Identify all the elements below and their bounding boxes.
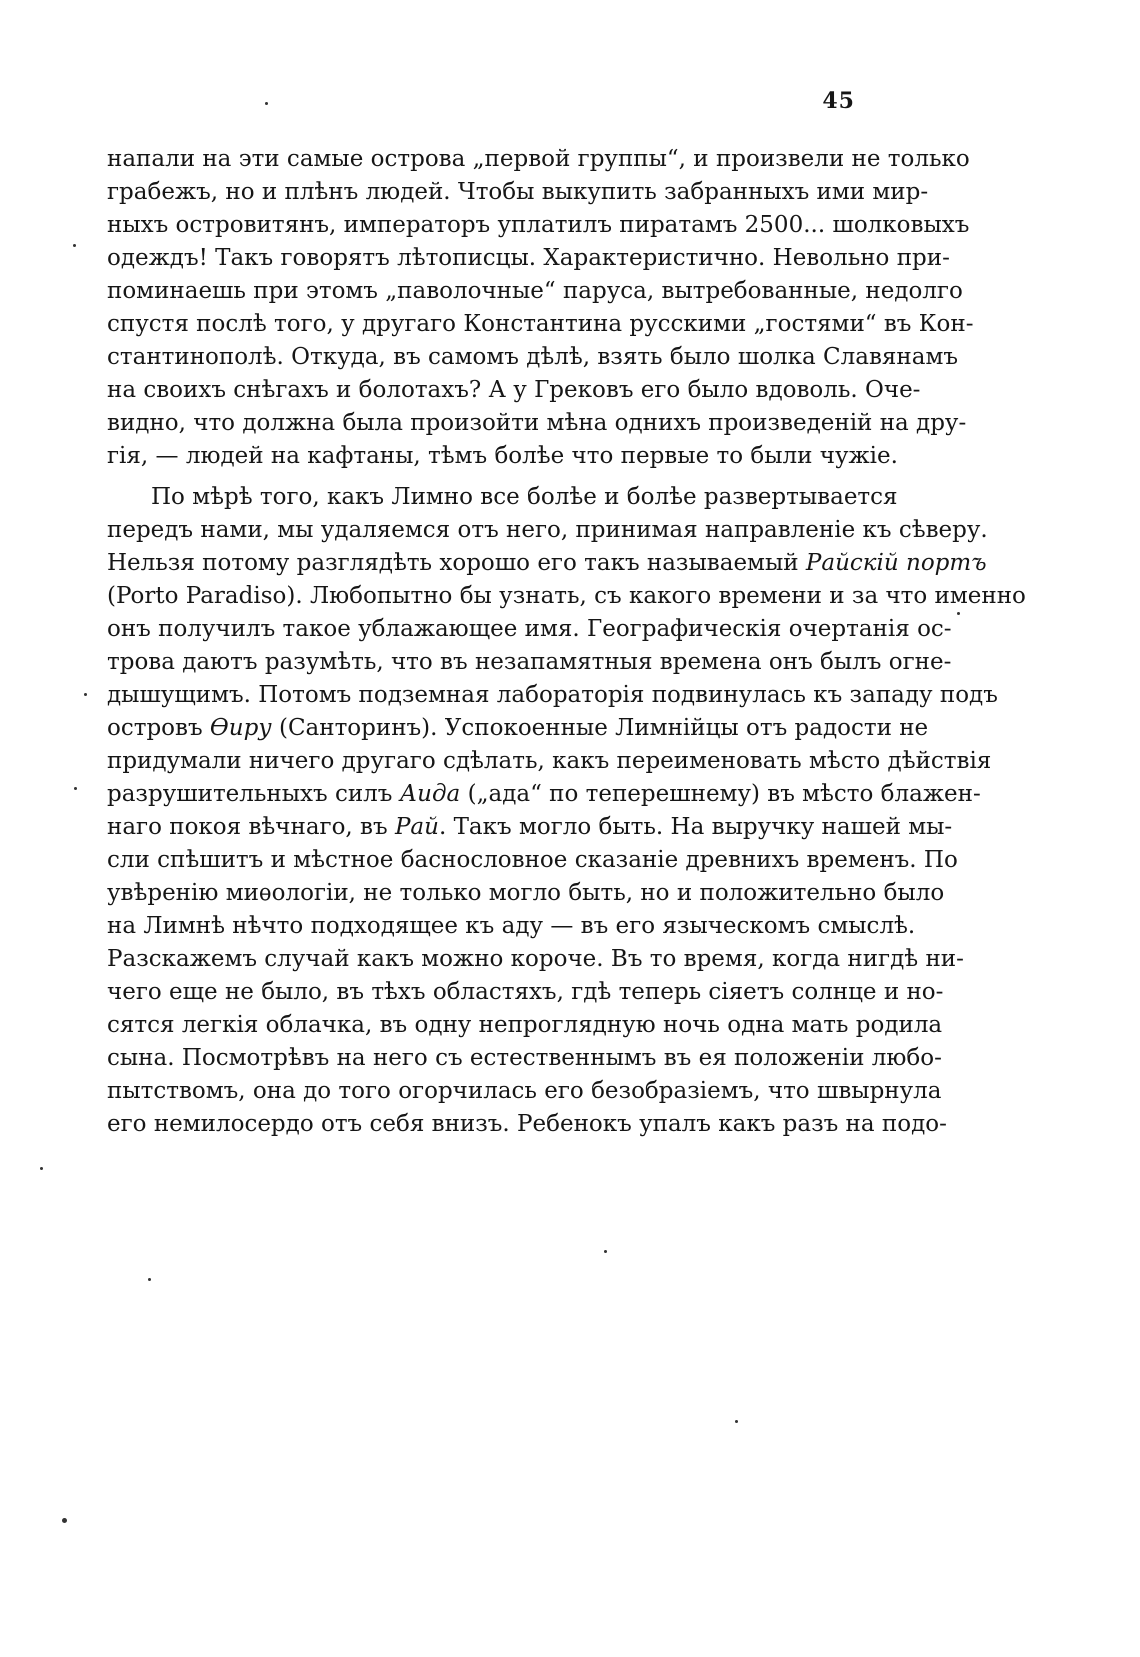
text-line bbox=[107, 712, 929, 745]
scan-speck bbox=[62, 1518, 67, 1523]
text-line: Разскажемъ случай какъ можно короче. Въ то время, когда нигдѣ ни- bbox=[107, 946, 964, 972]
text-fragment: (Санторинъ). Успокоенные Лимнійцы отъ радости не bbox=[278, 715, 929, 741]
text-line: пытствомъ, она до того огорчилась его безобразіемъ, что швырнула bbox=[107, 1078, 942, 1104]
scan-speck bbox=[957, 612, 960, 615]
text-line bbox=[107, 547, 987, 580]
text-line: трова даютъ разумѣть, что въ незапамятныя времена онъ былъ огне- bbox=[107, 649, 952, 675]
italic-term: Аида bbox=[399, 781, 461, 807]
scan-speck bbox=[735, 1420, 738, 1423]
page-number: 45 bbox=[822, 88, 855, 114]
text-line: его немилосердо отъ себя внизъ. Ребенокъ упалъ какъ разъ на подо- bbox=[107, 1111, 947, 1137]
text-line: передъ нами, мы удаляемся отъ него, принимая направленіе къ сѣверу. bbox=[107, 517, 988, 543]
text-fragment: („ада“ по теперешнему) въ мѣсто блажен- bbox=[467, 781, 981, 807]
scan-speck bbox=[40, 1167, 43, 1170]
text-line: сына. Посмотрѣвъ на него съ естественнымъ въ ея положеніи любо- bbox=[107, 1045, 942, 1071]
body-text bbox=[107, 143, 1026, 1141]
text-fragment: Нельзя потому разглядѣть хорошо его такъ называемый bbox=[107, 550, 799, 576]
text-line: ныхъ островитянъ, императоръ уплатилъ пиратамъ 2500... шолковыхъ bbox=[107, 212, 970, 238]
text-line: сятся легкія облачка, въ одну непроглядную ночь одна мать родила bbox=[107, 1012, 943, 1038]
text-line: По мѣрѣ того, какъ Лимно все болѣе и болѣе развертывается bbox=[151, 484, 898, 510]
text-line: напали на эти самые острова „первой группы“, и произвели не только bbox=[107, 146, 970, 172]
text-line: дышущимъ. Потомъ подземная лабораторія подвинулась къ западу подъ bbox=[107, 682, 998, 708]
scan-speck bbox=[74, 787, 77, 790]
italic-term: Рай bbox=[394, 814, 439, 840]
text-line: придумали ничего другаго сдѣлать, какъ переименовать мѣсто дѣйствія bbox=[107, 748, 992, 774]
scan-speck bbox=[73, 244, 76, 247]
text-fragment: . Такъ могло быть. На выручку нашей мы- bbox=[438, 814, 953, 840]
italic-term: Райскій портъ bbox=[805, 550, 987, 576]
text-line: онъ получилъ такое ублажающее имя. Географическія очертанія ос- bbox=[107, 616, 952, 642]
text-line: спустя послѣ того, у другаго Константина русскими „гостями“ въ Кон- bbox=[107, 311, 974, 337]
text-line: одеждъ! Такъ говорятъ лѣтописцы. Характеристично. Невольно при- bbox=[107, 245, 950, 271]
text-line: видно, что должна была произойти мѣна однихъ произведеній на дру- bbox=[107, 410, 967, 436]
text-fragment: островъ bbox=[107, 715, 203, 741]
scan-speck bbox=[84, 693, 87, 696]
scan-speck bbox=[265, 102, 268, 105]
text-line: чего еще не было, въ тѣхъ областяхъ, гдѣ теперь сіяетъ солнце и но- bbox=[107, 979, 944, 1005]
text-line: увѣренію миѳологіи, не только могло быть, но и положительно было bbox=[107, 880, 945, 906]
text-line: поминаешь при этомъ „паволочные“ паруса, вытребованные, недолго bbox=[107, 278, 963, 304]
scan-speck bbox=[148, 1278, 151, 1281]
text-line: грабежъ, но и плѣнъ людей. Чтобы выкупить забранныхъ ими мир- bbox=[107, 179, 929, 205]
italic-term: Ѳиру bbox=[209, 715, 272, 741]
scan-speck bbox=[604, 1250, 607, 1253]
text-line: на Лимнѣ нѣчто подходящее къ аду — въ его языческомъ смыслѣ. bbox=[107, 913, 916, 939]
text-fragment: разрушительныхъ силъ bbox=[107, 781, 393, 807]
text-line bbox=[107, 811, 953, 844]
text-line: (Porto Paradiso). Любопытно бы узнать, съ какого времени и за что именно bbox=[107, 583, 1026, 609]
text-line: гія, — людей на кафтаны, тѣмъ болѣе что первые то были чужіе. bbox=[107, 443, 898, 469]
text-fragment: наго покоя вѣчнаго, въ bbox=[107, 814, 388, 840]
text-line: стантинополѣ. Откуда, въ самомъ дѣлѣ, взять было шолка Славянамъ bbox=[107, 344, 958, 370]
paragraph-gap bbox=[107, 473, 852, 481]
text-line: на своихъ снѣгахъ и болотахъ? А у Грековъ его было вдоволь. Оче- bbox=[107, 377, 921, 403]
text-line: сли спѣшитъ и мѣстное баснословное сказаніе древнихъ временъ. По bbox=[107, 847, 958, 873]
text-line bbox=[107, 778, 981, 811]
